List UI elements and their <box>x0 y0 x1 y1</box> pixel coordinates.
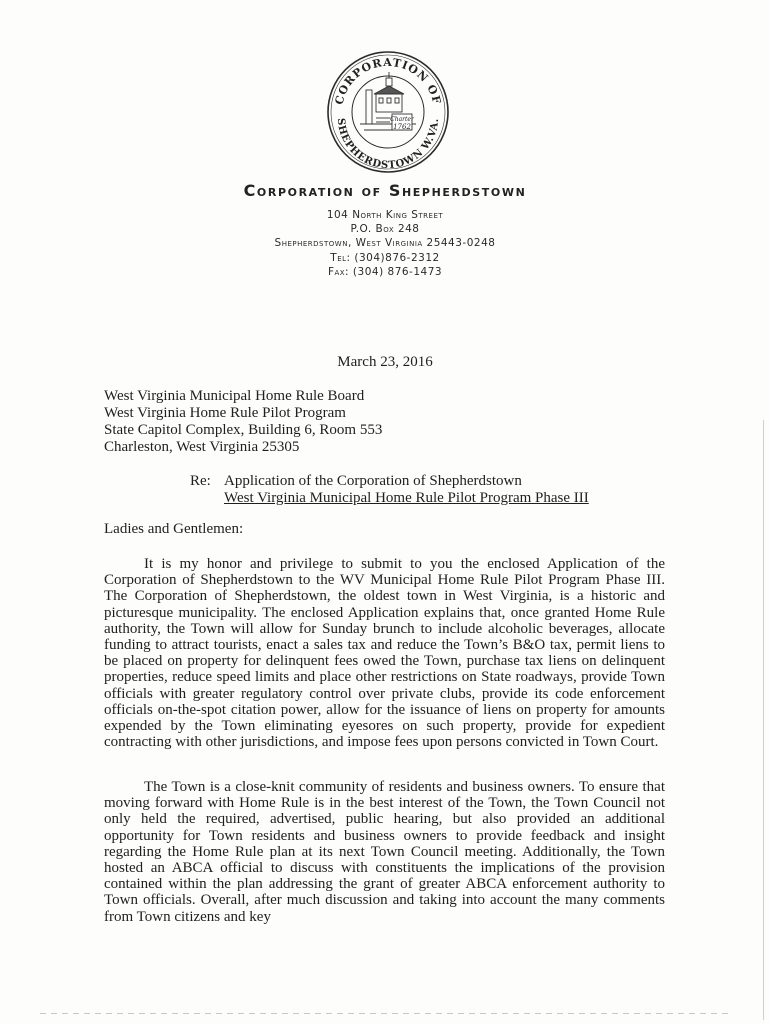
address-phone: Tel: (304)876-2312 <box>330 251 440 264</box>
salutation: Ladies and Gentlemen: <box>104 521 244 537</box>
scan-edge-bottom <box>40 1013 730 1014</box>
recipient-block <box>104 388 382 456</box>
recipient-line: West Virginia Municipal Home Rule Board <box>104 388 365 404</box>
svg-text:SHEPHERDSTOWN W.VA. <box>335 118 441 171</box>
address-street: 104 North King Street <box>326 209 444 221</box>
seal-top-text: CORPORATION OF <box>332 55 444 106</box>
subject-line-1: Application of the Corporation of Shepherdstown <box>224 473 522 489</box>
svg-text:CORPORATION OF <box>333 56 444 106</box>
seal-year: 1762 <box>393 123 411 131</box>
scan-edge-right <box>763 420 764 1020</box>
subject-label: Re: <box>190 473 211 489</box>
body-paragraph-1: It is my honor and privilege to submit to you the enclosed Application of the Corporation of Shepherdstown to the WV Municipal Home Rule Pilot Program Phase III. The Corporation of Shepherdstown, the oldest town in West Virginia, is a historic and picturesque municipality. The enclosed Application explains that, once granted Home Rule authority, the Town will allow for Sunday brunch to include alcoholic beverages, allocate funding to attract tourists, enact a sales tax and reduce the Town’s B&O tax, permit liens to be placed on property for delinquent fees owed the Town, purchase tax liens on delinquent properties, reduce speed limits and place other restrictions on State roadways, provide Town officials with greater regulatory control over private clubs, provide its code enforcement officials on-the-spot citation power, allow for the issuance of liens on property for amounts expended by the Town eliminating eyesores on such property, provide for expedient contracting with other jurisdictions, and impose fees upon persons convicted in Town Court. <box>104 556 665 751</box>
letter-date: March 23, 2016 <box>337 354 433 370</box>
letterhead-address <box>0 208 770 279</box>
seal-bottom-text: SHEPHERDSTOWN W.VA. <box>334 117 442 172</box>
address-po-box: P.O. Box 248 <box>350 223 420 236</box>
subject-block <box>190 473 589 507</box>
body-paragraph-2: The Town is a close-knit community of residents and business owners. To ensure that moving forward with Home Rule is in the best interest of the Town, the Town Council not only held the required, advertised, public hearing, but also provided an additional opportunity for Town residents and business owners to provide feedback and insight regarding the Home Rule plan at its next Town Council meeting. Additionally, the Town hosted an ABCA official to discuss with constituents the implications of the provision contained within the plan addressing the grant of greater ABCA enforcement authority to Town officials. Overall, after much discussion and taking into account the many comments from Town citizens and key <box>104 779 665 925</box>
organization-name: Corporation of Shepherdstown <box>243 181 527 200</box>
recipient-line: State Capitol Complex, Building 6, Room 553 <box>104 422 383 438</box>
address-fax: Fax: (304) 876-1473 <box>327 265 443 278</box>
recipient-line: Charleston, West Virginia 25305 <box>104 439 300 455</box>
address-city: Shepherdstown, West Virginia 25443-0248 <box>274 237 496 250</box>
recipient-line: West Virginia Home Rule Pilot Program <box>104 405 346 421</box>
subject-line-2: West Virginia Municipal Home Rule Pilot Program Phase III <box>224 490 589 506</box>
seal-charter-text: Charter <box>390 116 414 123</box>
town-seal <box>326 48 450 176</box>
